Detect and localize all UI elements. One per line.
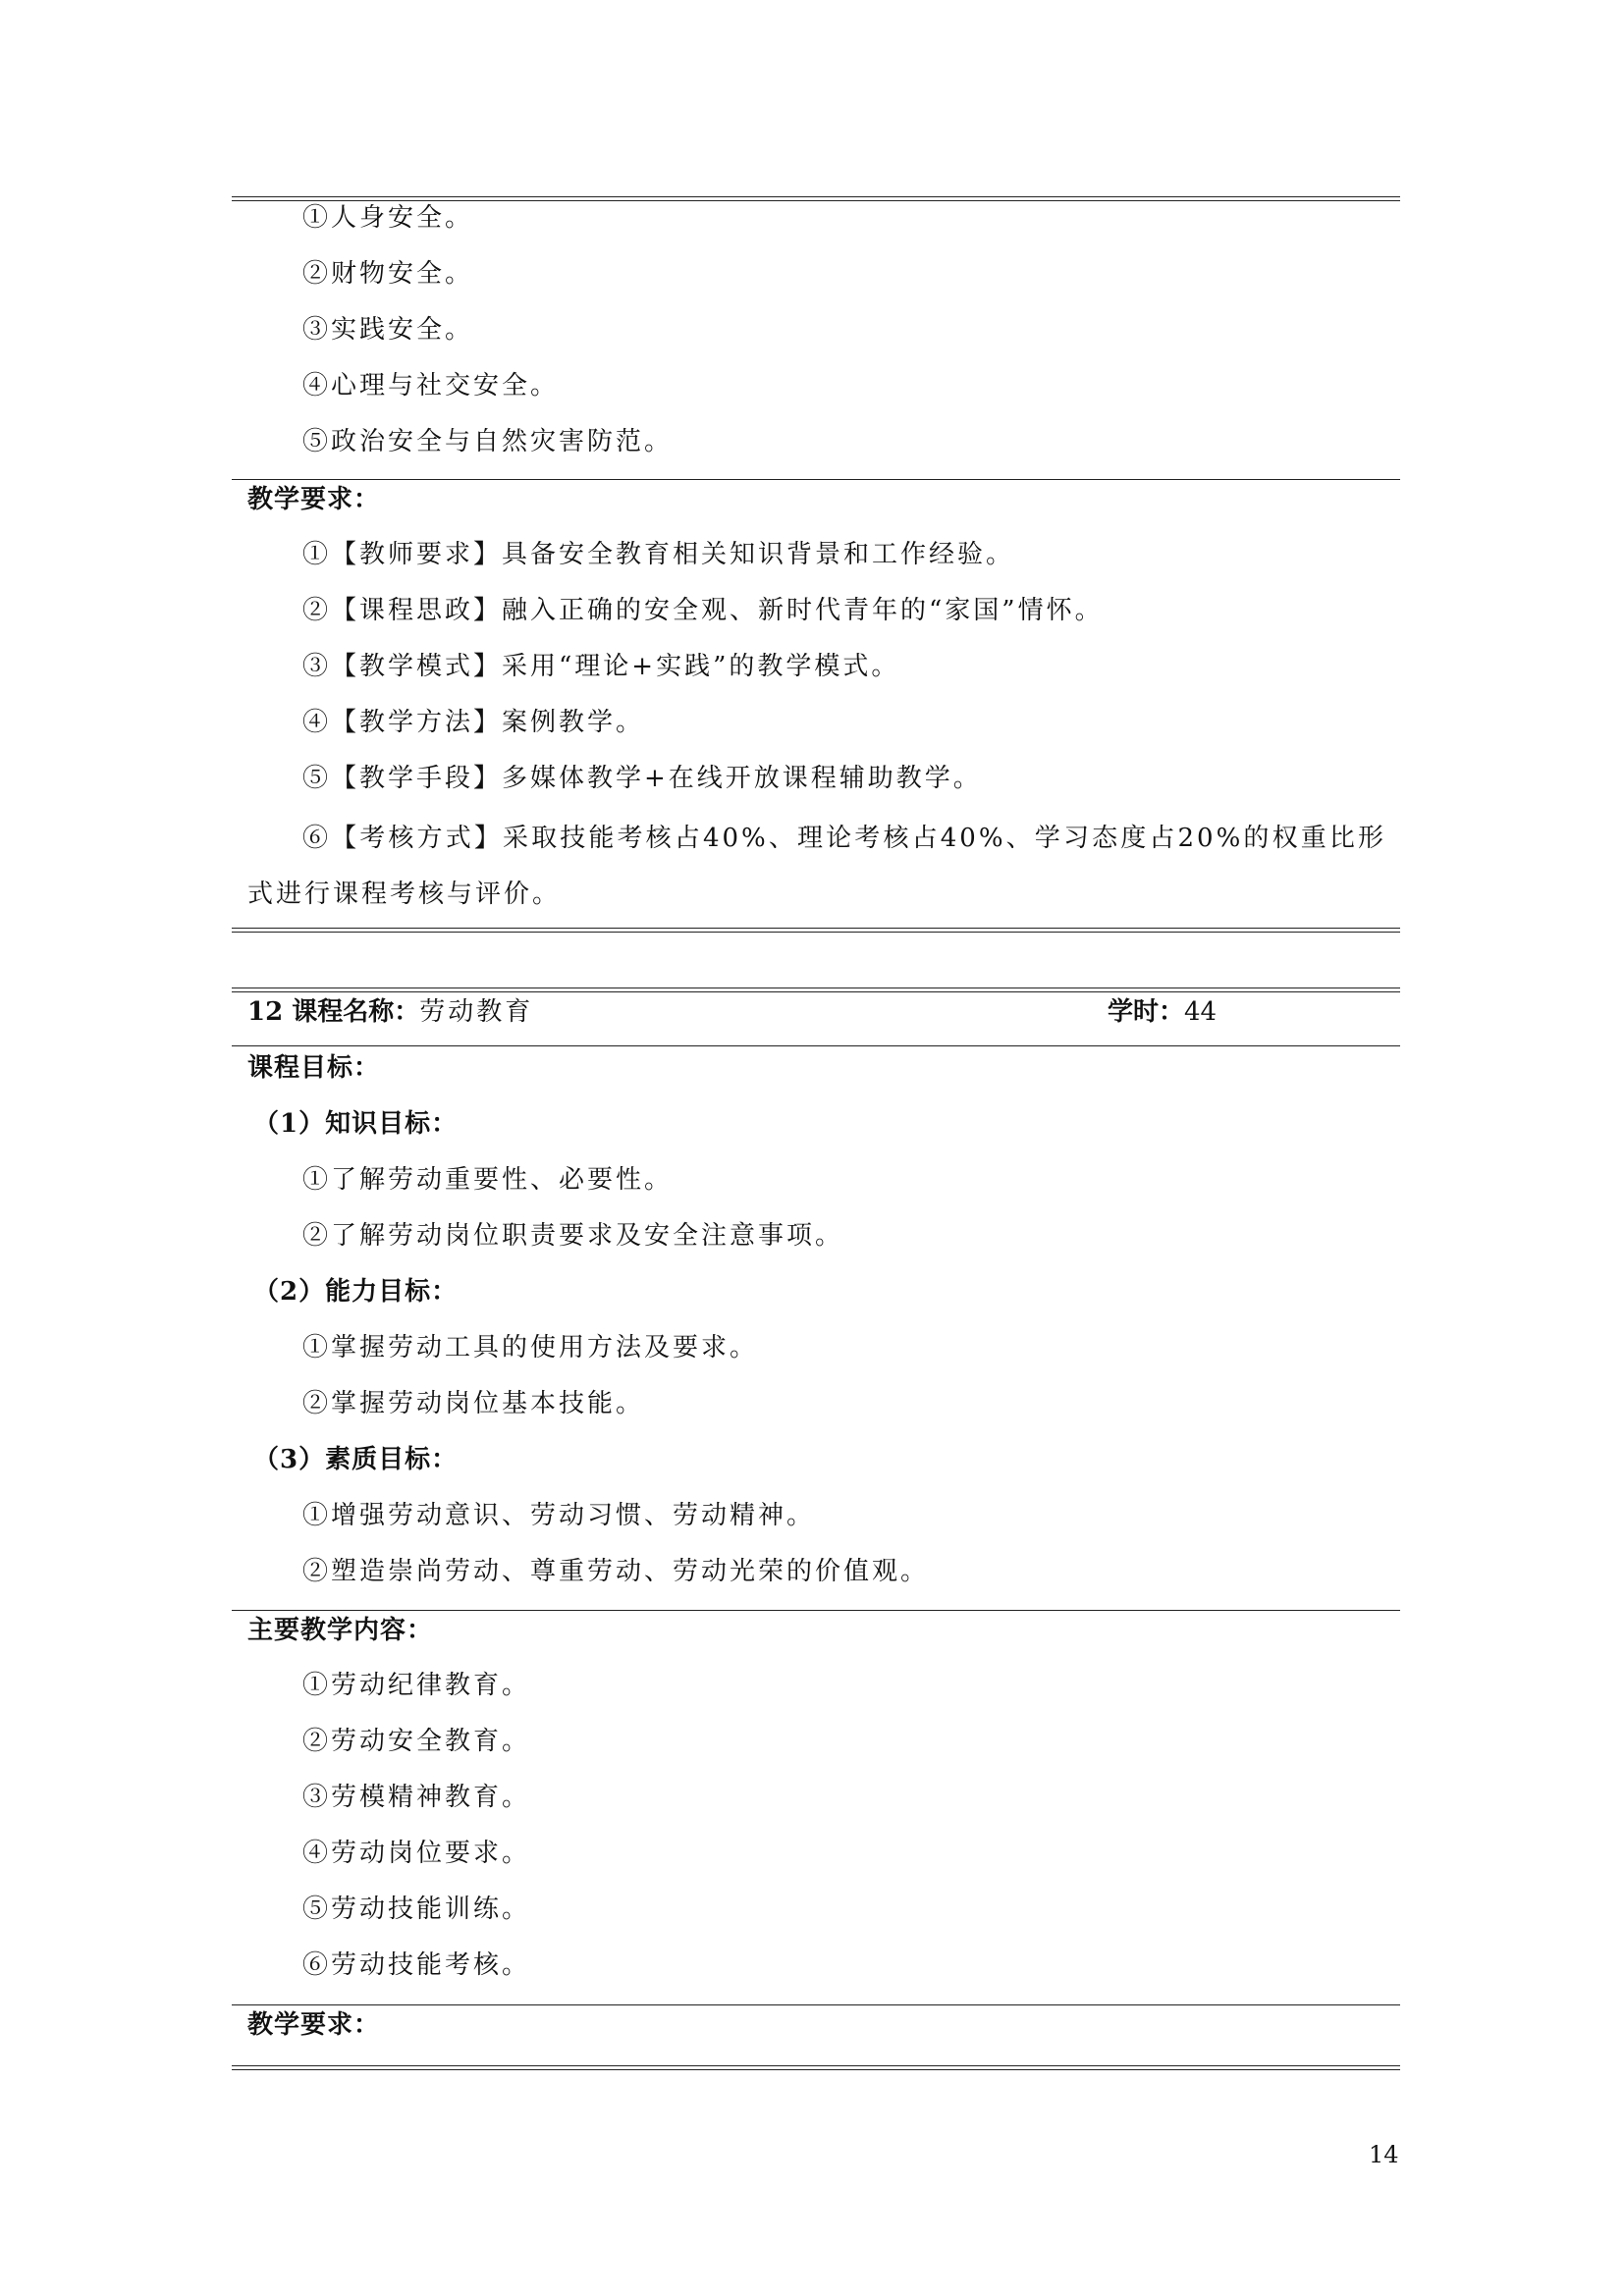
content-item: ③实践安全。: [302, 315, 474, 345]
content-item: ①人身安全。: [302, 203, 474, 233]
row-divider: [232, 479, 1400, 480]
course-name-label: 课程名称：: [292, 997, 420, 1027]
content-item: ④心理与社交安全。: [302, 371, 560, 400]
knowledge-item: ②了解劳动岗位职责要求及安全注意事项。: [302, 1221, 844, 1251]
requirement-item: ④【教学方法】案例教学。: [302, 708, 645, 737]
knowledge-item: ①了解劳动重要性、必要性。: [302, 1165, 674, 1195]
course-hours-value: 44: [1184, 997, 1218, 1027]
course-table-bottom-border: [232, 2065, 1400, 2070]
content-item: ③劳模精神教育。: [302, 1783, 531, 1812]
row-divider: [232, 1045, 1400, 1046]
objectives-heading: 课程目标：: [247, 1053, 381, 1083]
row-divider: [232, 1610, 1400, 1611]
requirements-heading: 教学要求：: [247, 485, 381, 514]
content-item: ④劳动岗位要求。: [302, 1839, 531, 1868]
ability-heading: （2）能力目标：: [253, 1277, 459, 1307]
page-number: 14: [1369, 2141, 1399, 2168]
requirement-item: ⑤【教学手段】多媒体教学+在线开放课程辅助教学。: [302, 764, 982, 793]
ability-item: ①掌握劳动工具的使用方法及要求。: [302, 1333, 759, 1362]
requirement-item-assessment: ⑥【考核方式】采取技能考核占40%、理论考核占40%、学习态度占20%的权重比形式进行课程考核与评价。: [247, 824, 1386, 909]
requirement-item: ②【课程思政】融入正确的安全观、新时代青年的“家国”情怀。: [302, 596, 1104, 625]
course-name: 劳动教育: [419, 997, 534, 1027]
requirement-item: ③【教学模式】采用“理论+实践”的教学模式。: [302, 652, 900, 681]
content-item: ⑤劳动技能训练。: [302, 1895, 531, 1924]
quality-item: ②塑造崇尚劳动、尊重劳动、劳动光荣的价值观。: [302, 1557, 930, 1586]
content-item: ⑤政治安全与自然灾害防范。: [302, 427, 674, 456]
knowledge-heading: （1）知识目标：: [253, 1109, 459, 1139]
quality-item: ①增强劳动意识、劳动习惯、劳动精神。: [302, 1501, 816, 1530]
ability-item: ②掌握劳动岗位基本技能。: [302, 1389, 645, 1418]
course-table-top-border: [232, 988, 1400, 992]
content-item: ⑥劳动技能考核。: [302, 1950, 531, 1980]
requirements-heading: 教学要求：: [247, 2010, 381, 2040]
course-hours: [1108, 995, 1217, 1029]
content-heading: 主要教学内容：: [247, 1616, 434, 1645]
course-hours-label: 学时：: [1108, 997, 1185, 1027]
content-item: ①劳动纪律教育。: [302, 1671, 531, 1700]
table-bottom-border: [232, 928, 1400, 933]
requirement-item: ①【教师要求】具备安全教育相关知识背景和工作经验。: [302, 540, 1015, 569]
course-number: 12: [247, 997, 284, 1027]
content-item: ②财物安全。: [302, 259, 474, 289]
content-item: ②劳动安全教育。: [302, 1727, 531, 1756]
quality-heading: （3）素质目标：: [253, 1445, 459, 1474]
course-title: [247, 995, 533, 1029]
row-divider: [232, 2004, 1400, 2005]
